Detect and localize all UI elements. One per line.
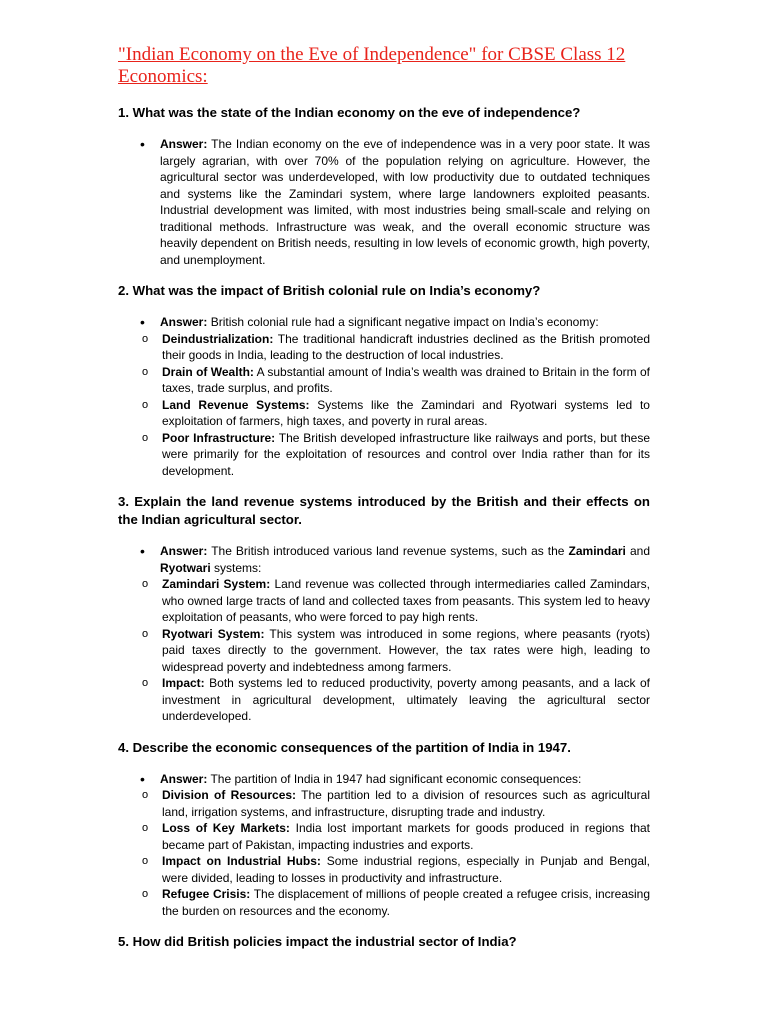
item-text: The traditional handicraft industries declined as the British promoted their goods in India, leading to the destruction of local industries.: [162, 331, 650, 362]
question-5-section: [118, 933, 650, 951]
item-text: Some industrial regions, especially in Punjab and Bengal, were divided, leading to losses in productivity and infrastructure.: [162, 854, 650, 885]
sub-marker: o: [142, 398, 149, 411]
list-item: [142, 626, 650, 676]
sub-marker: o: [142, 431, 149, 444]
list-item: [142, 820, 650, 853]
list-item: [142, 430, 650, 480]
list-item: [142, 364, 650, 397]
item-label: Loss of Key Markets:: [162, 821, 290, 835]
item-label: Land Revenue Systems:: [162, 397, 310, 412]
sub-marker: o: [142, 677, 149, 689]
bullet-marker: •: [140, 770, 145, 787]
list-item: [142, 787, 650, 820]
list-item: [142, 675, 650, 725]
item-label: Division of Resources:: [162, 788, 297, 802]
list-item: [142, 576, 650, 626]
item-text: The British developed infrastructure like railways and ports, but these were primarily for the exploitation of resources and control over India rather than for its development.: [162, 430, 650, 478]
bullet-marker: •: [140, 543, 145, 559]
sub-marker: o: [142, 888, 149, 900]
answer-text: The Indian economy on the eve of independence was in a very poor state. It was largely agrarian, with over 70% of the population relying on agriculture. However, the agricultural sector was underdeveloped, with low productivity due to outdated techniques and systems like the Zamindari system, where large landowners exploited peasants. Industrial development was limited, with most industries being small-scale and relying on traditional methods. Infrastructure was weak, and the overall economic structure was heavily dependent on British needs, resulting in low levels of economic growth, high poverty, and unemployment.: [160, 137, 650, 267]
item-label: Ryotwari System:: [162, 626, 265, 641]
sub-marker: o: [142, 789, 149, 801]
item-text: A substantial amount of India’s wealth was drained to Britain in the form of taxes, trade surplus, and profits.: [162, 364, 651, 395]
item-text: Land revenue was collected through intermediaries called Zamindars, who owned large tracts of land and collected taxes from peasants. This system led to heavy exploitation of peasants, who were forced to pay high rents.: [162, 577, 650, 624]
bullet-marker: •: [140, 314, 145, 330]
list-item: [142, 886, 650, 919]
question-4-heading: 4. Describe the economic consequences of the partition of India in 1947.: [118, 739, 571, 755]
answer-text-pre: The British introduced various land revenue systems, such as the: [211, 544, 565, 558]
question-1-section: [118, 104, 650, 268]
answer-label: Answer:: [160, 137, 208, 151]
answer-3-sublist: [118, 576, 650, 725]
question-2-section: [118, 282, 650, 479]
question-3-section: [118, 493, 650, 725]
item-label: Refugee Crisis:: [162, 887, 251, 901]
item-text: Systems like the Zamindari and Ryotwari systems led to exploitation of farmers, high taxes, and poverty in rural areas.: [162, 397, 650, 428]
answer-4-sublist: [118, 787, 650, 919]
answer-1: [140, 136, 650, 268]
answer-2-sublist: [118, 331, 650, 480]
answer-2: [140, 314, 650, 331]
item-label: Impact on Industrial Hubs:: [162, 854, 321, 868]
answer-text-post: systems:: [214, 560, 262, 575]
answer-text: The partition of India in 1947 had significant economic consequences:: [210, 771, 582, 786]
question-4-section: [118, 739, 650, 920]
item-label: Deindustrialization:: [162, 331, 274, 346]
answer-bold-zamindari: Zamindari: [568, 544, 626, 558]
bullet-marker: •: [140, 136, 145, 152]
sub-marker: o: [142, 627, 149, 640]
item-label: Zamindari System:: [162, 577, 271, 591]
item-label: Drain of Wealth:: [162, 364, 254, 379]
answer-text: British colonial rule had a significant negative impact on India’s economy:: [210, 315, 599, 329]
item-text: Both systems led to reduced productivity, poverty among peasants, and a lack of investment in agricultural development, ultimately leaving the agricultural sector underdeveloped.: [162, 676, 650, 723]
item-text: The displacement of millions of people created a refugee crisis, increasing the burden on resources and the economy.: [162, 887, 651, 918]
sub-marker: o: [142, 365, 149, 378]
item-text: This system was introduced in some regions, where peasants (ryots) paid taxes directly to the government. However, the tax rates were high, leading to widespread poverty and indebtedness among farmers.: [162, 626, 651, 674]
list-item: [142, 853, 650, 886]
item-label: Poor Infrastructure:: [162, 430, 276, 445]
question-3-heading: 3. Explain the land revenue systems introduced by the British and their effects on the Indian agricultural sector.: [118, 494, 650, 527]
list-item: [142, 397, 650, 430]
question-5-heading: 5. How did British policies impact the industrial sector of India?: [118, 934, 517, 949]
item-text: India lost important markets for goods produced in regions that became part of Pakistan, impacting industries and exports.: [162, 821, 650, 852]
document-title: "Indian Economy on the Eve of Independence" for CBSE Class 12 Economics:: [118, 44, 626, 87]
item-text: The partition led to a division of resources such as agricultural land, irrigation systems, and infrastructure, disrupting trade and industry.: [162, 788, 650, 819]
answer-text-mid: and: [629, 544, 650, 558]
answer-label: Answer:: [160, 544, 208, 558]
answer-4: [140, 771, 650, 788]
sub-marker: o: [142, 332, 149, 345]
sub-marker: o: [142, 822, 149, 834]
answer-bold-ryotwari: Ryotwari: [160, 560, 211, 575]
answer-3: [140, 543, 650, 576]
sub-marker: o: [142, 855, 149, 867]
question-1-heading: 1. What was the state of the Indian economy on the eve of independence?: [118, 105, 581, 120]
answer-label: Answer:: [160, 315, 208, 329]
sub-marker: o: [142, 578, 149, 590]
answer-label: Answer:: [160, 771, 208, 786]
question-2-heading: 2. What was the impact of British colonial rule on India’s economy?: [118, 283, 541, 298]
list-item: [142, 331, 650, 364]
item-label: Impact:: [162, 676, 205, 690]
